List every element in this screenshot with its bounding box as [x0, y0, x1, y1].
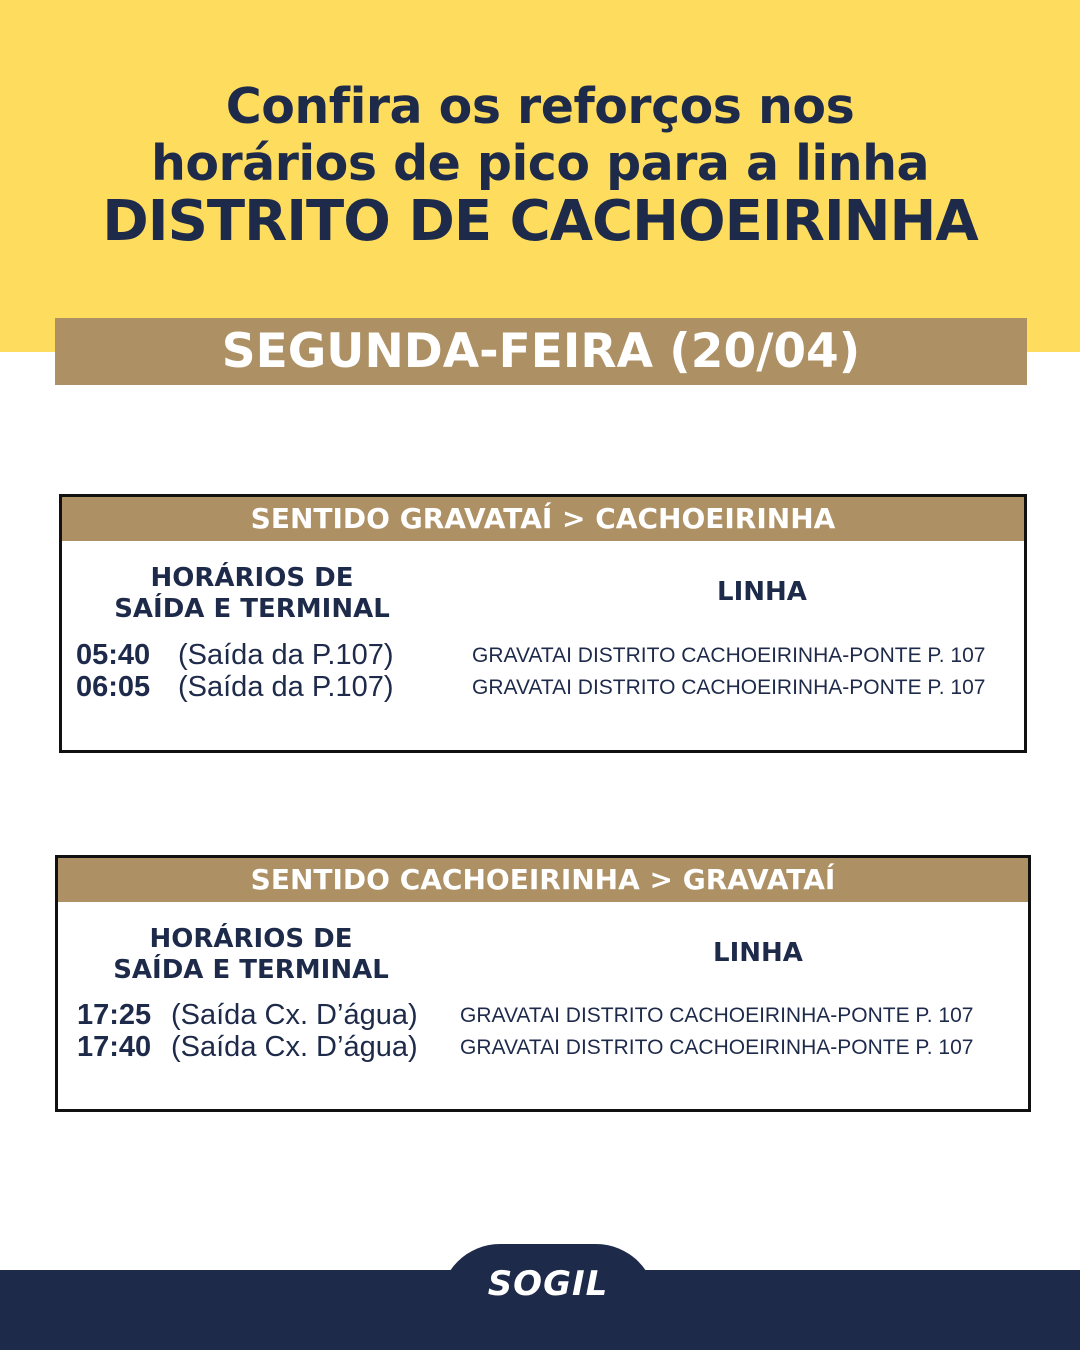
headline-line-1: Confira os reforços nos	[225, 78, 855, 135]
schedule-box-return	[55, 855, 1031, 1112]
departure-origin: (Saída da P.107)	[178, 671, 394, 703]
times-column-header-line-2: SAÍDA E TERMINAL	[113, 955, 389, 985]
times-column-header-line-2: SAÍDA E TERMINAL	[114, 594, 390, 624]
times-column-header	[82, 563, 422, 625]
line-name: GRAVATAI DISTRITO CACHOEIRINHA-PONTE P. 107	[460, 1004, 974, 1027]
times-column-header	[78, 924, 424, 986]
times-column-header-line-1: HORÁRIOS DE	[149, 924, 353, 954]
departure-time: 05:40	[76, 639, 151, 671]
direction-header: SENTIDO GRAVATAÍ > CACHOEIRINHA	[62, 497, 1024, 541]
headline-line-2: horários de pico para a linha	[150, 135, 930, 192]
sogil-logo: SOGIL	[487, 1264, 609, 1304]
headline-line-3: DISTRITO DE CACHOEIRINHA	[102, 189, 978, 254]
departure-origin: (Saída Cx. D’água)	[171, 999, 418, 1031]
line-name: GRAVATAI DISTRITO CACHOEIRINHA-PONTE P. 107	[472, 644, 986, 667]
direction-header: SENTIDO CACHOEIRINHA > GRAVATAÍ	[58, 858, 1028, 902]
departure-origin: (Saída da P.107)	[178, 639, 394, 671]
table-row	[76, 671, 1016, 703]
line-name: GRAVATAI DISTRITO CACHOEIRINHA-PONTE P. 107	[460, 1036, 974, 1059]
table-row	[76, 639, 1016, 671]
departure-time: 06:05	[76, 671, 151, 703]
table-row	[77, 1031, 1017, 1063]
departure-time: 17:25	[77, 999, 152, 1031]
table-row	[77, 999, 1017, 1031]
departure-origin: (Saída Cx. D’água)	[171, 1031, 418, 1063]
schedule-box-outbound	[59, 494, 1027, 753]
day-label: SEGUNDA-FEIRA (20/04)	[55, 318, 1027, 385]
line-name: GRAVATAI DISTRITO CACHOEIRINHA-PONTE P. 107	[472, 676, 986, 699]
headline	[0, 78, 1080, 252]
line-column-header: LINHA	[717, 577, 807, 607]
times-column-header-line-1: HORÁRIOS DE	[150, 563, 354, 593]
departure-time: 17:40	[77, 1031, 152, 1063]
line-column-header: LINHA	[713, 938, 803, 968]
